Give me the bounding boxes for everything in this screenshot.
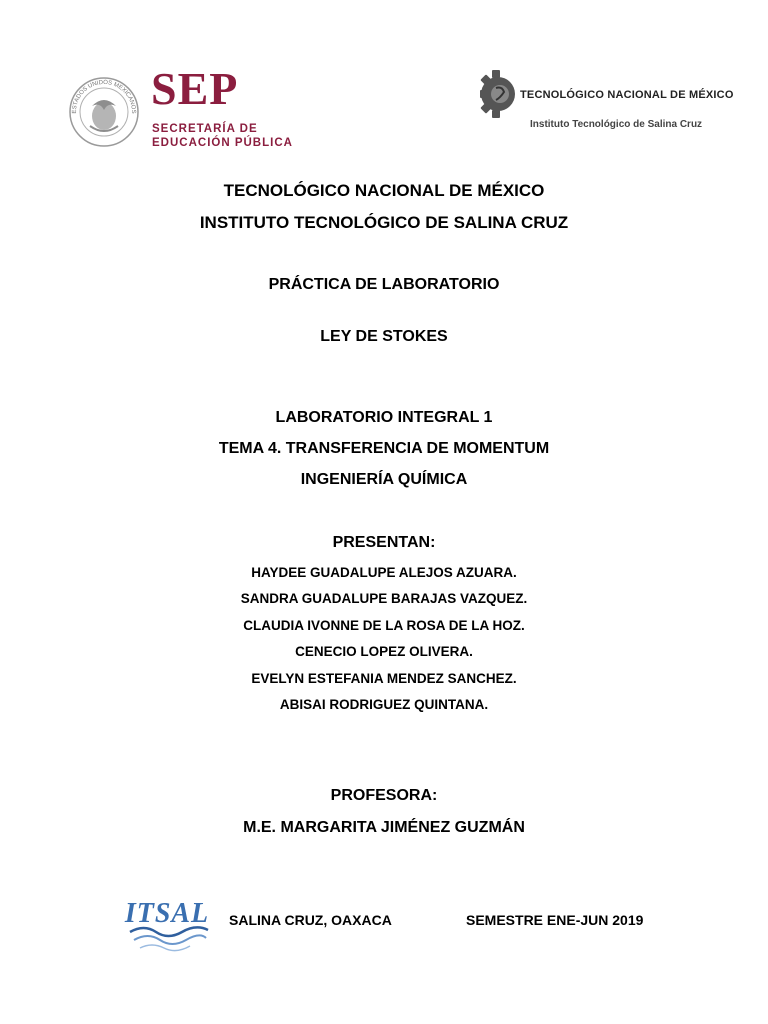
course-unit: TEMA 4. TRANSFERENCIA DE MOMENTUM [218,440,550,457]
tecnm-name: TECNOLÓGICO NACIONAL DE MÉXICO [520,89,734,101]
practice-title: PRÁCTICA DE LABORATORIO [268,276,500,293]
teacher-name: M.E. MARGARITA JIMÉNEZ GUZMÁN [243,819,525,836]
tecnm-subtitle: Instituto Tecnológico de Salina Cruz [530,119,703,130]
itsal-logo [124,894,210,952]
course-program: INGENIERÍA QUÍMICA [300,471,468,488]
author-name: ABISAI RODRIGUEZ QUINTANA. [279,697,489,712]
author-name: HAYDEE GUADALUPE ALEJOS AZUARA. [251,565,517,580]
svg-text:ESTADOS UNIDOS MEXICANOS: ESTADOS UNIDOS MEXICANOS [71,79,137,114]
sep-subtitle-line1: SECRETARÍA DE [152,123,258,135]
course-name: LABORATORIO INTEGRAL 1 [275,409,493,426]
sep-subtitle-line2: EDUCACIÓN PÚBLICA [152,137,293,149]
practice-topic: LEY DE STOKES [320,328,448,345]
teacher-heading: PROFESORA: [330,787,438,804]
gear-icon [478,68,518,120]
mexican-seal-logo [68,76,140,148]
institution-line2: INSTITUTO TECNOLÓGICO DE SALINA CRUZ [199,213,569,232]
sep-subtitle [152,122,293,150]
svg-text:ITSAL: ITSAL [124,898,210,929]
institution-line1: TECNOLÓGICO NACIONAL DE MÉXICO [223,181,545,200]
author-name: CLAUDIA IVONNE DE LA ROSA DE LA HOZ. [243,618,525,633]
footer-city: SALINA CRUZ, OAXACA [229,912,392,928]
author-name: EVELYN ESTEFANIA MENDEZ SANCHEZ. [251,671,517,686]
author-name: CENECIO LOPEZ OLIVERA. [295,644,473,659]
authors-heading: PRESENTAN: [332,534,436,551]
sep-wordmark: SEP [151,63,239,114]
footer-semester: SEMESTRE ENE-JUN 2019 [466,912,644,928]
author-name: SANDRA GUADALUPE BARAJAS VAZQUEZ. [240,591,528,606]
